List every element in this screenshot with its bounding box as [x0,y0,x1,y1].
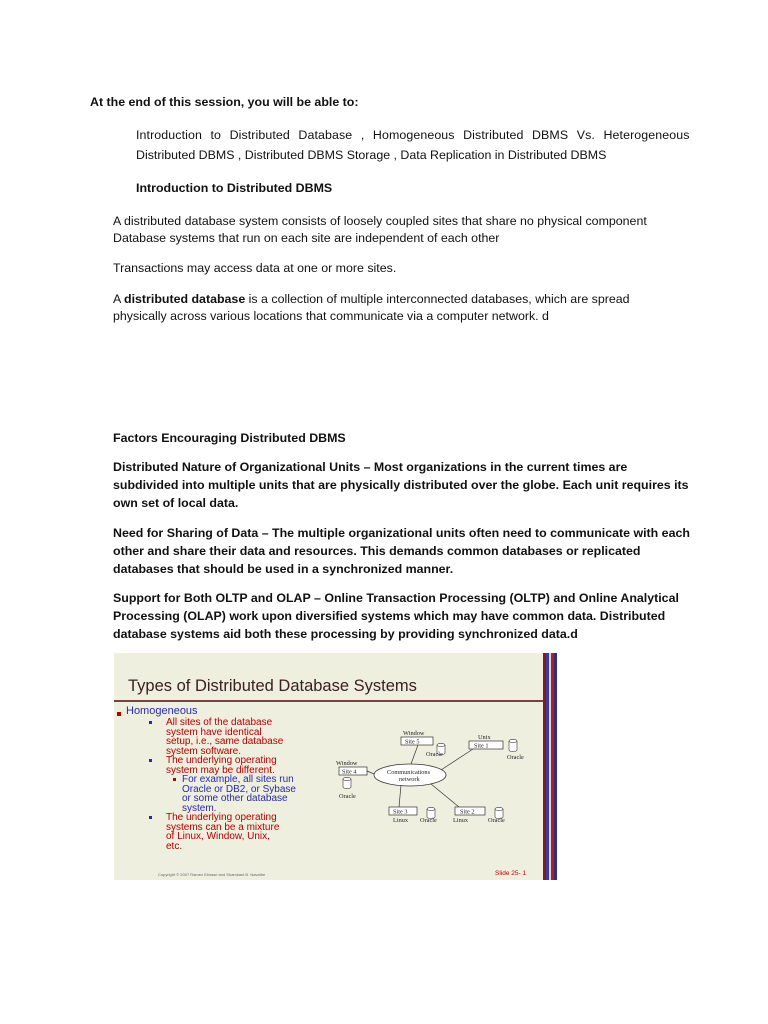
label-network: network [399,776,420,783]
paragraph-2: Transactions may access data at one or more sites. [113,261,397,275]
subsub-line-4: system. [182,802,217,814]
subsub-bullet [173,778,176,781]
slide-title: Types of Distributed Database Systems [128,677,417,695]
factor-1-line-1: Distributed Nature of Organizational Units – Most organizations in the current times are [113,460,628,474]
intro-line-2: Distributed DBMS , Distributed DBMS Storage , Data Replication in Distributed DBMS [136,148,607,162]
label-oracle-right: Oracle [507,754,524,761]
paragraph-3-line-2: physically across various locations that communicate via a computer network. d [113,309,549,323]
link-site1 [441,749,473,770]
sub-bullet-1 [149,721,152,724]
label-unix: Unix [478,734,491,741]
link-site4 [367,771,374,774]
subsub-line-1: For example, all sites run [182,774,294,785]
label-linux-2: Linux [453,817,469,824]
sub-bullet-3 [149,816,152,819]
slide-image [114,653,557,880]
factor-2-line-3: databases that should be used in a synchronized manner. [113,562,454,576]
label-site3: Site 3 [393,808,408,816]
factor-3-line-3: database systems aid both these processing by providing synchronized data.d [113,627,578,641]
intro-line-1: Introduction to Distributed Database , Homogeneous Distributed DBMS Vs. Heterogeneous [136,128,690,142]
label-window-left: Window [336,760,358,767]
factor-3-line-2: Processing (OLAP) work upon diversified systems which may have common data. Distributed [113,609,666,623]
link-site2 [431,784,459,807]
session-heading: At the end of this session, you will be able to: [90,95,359,109]
label-oracle-top: Oracle [426,751,443,758]
factor-3-line-1: Support for Both OLTP and OLAP – Online Transaction Processing (OLTP) and Online Analytical [113,591,679,605]
para3-rest: is a collection of multiple interconnected databases, which are spread [245,292,630,306]
link-site5 [411,745,418,764]
slide-copyright: Copyright © 2007 Ramez Elmasri and Shamkant B. Navathe [158,872,266,877]
bullet-square [117,712,121,716]
label-site4: Site 4 [342,768,357,776]
label-linux-1: Linux [393,817,409,824]
factor-1-line-3: own set of local data. [113,496,239,510]
subsub-line-3: or some other database [182,793,288,805]
label-window-top: Window [403,730,425,737]
slide-side-stripes [543,653,557,880]
label-site2: Site 2 [460,808,475,816]
para3-bold: distributed database [124,292,246,306]
para3-prefix: A [113,292,125,306]
factor-2-line-1: Need for Sharing of Data – The multiple organizational units often need to communicate with each [113,526,690,540]
sub1-line-3: setup, i.e., same database [166,736,284,748]
subsub-line-2: Oracle or DB2, or Sybase [182,783,296,795]
sub-bullet-2 [149,759,152,762]
paragraph-3-line-1 [113,291,630,309]
label-oracle-bottom-1: Oracle [420,817,437,824]
paragraph-1-line-2: Database systems that run on each site are independent of each other [113,231,500,245]
paragraph-1-line-1: A distributed database system consists of loosely coupled sites that share no physical component [113,214,647,228]
factors-title: Factors Encouraging Distributed DBMS [113,431,346,445]
sub1-line-2: system have identical [166,726,262,738]
sub3-line-1: The underlying operating [166,812,277,823]
sub1-line-1: All sites of the database [166,717,273,728]
section-title: Introduction to Distributed DBMS [136,181,333,195]
bullet-homogeneous: Homogeneous [126,705,198,717]
sub2-line-1: The underlying operating [166,755,277,766]
slide-title-rule [114,700,543,702]
network-diagram [333,727,533,837]
sub3-line-4: etc. [166,840,183,852]
label-site1: Site 1 [474,742,489,750]
sub3-line-2: systems can be a mixture [166,821,280,833]
sub2-line-2: system may be different. [166,764,275,776]
link-site3 [399,785,401,807]
label-oracle-bottom-2: Oracle [488,817,505,824]
factor-2-line-2: other and share their data and resources. This demands common databases or replicated [113,544,641,558]
label-communications: Communications [387,769,431,776]
factor-1-line-2: subdivided into multiple units that are physically distributed over the globe. Each unit requires its [113,478,689,492]
sub3-line-3: of Linux, Window, Unix, [166,831,270,843]
slide-number: Slide 25- 1 [495,870,527,877]
sub1-line-4: system software. [166,745,242,757]
label-oracle-left: Oracle [339,793,356,800]
label-site5: Site 5 [405,738,420,746]
